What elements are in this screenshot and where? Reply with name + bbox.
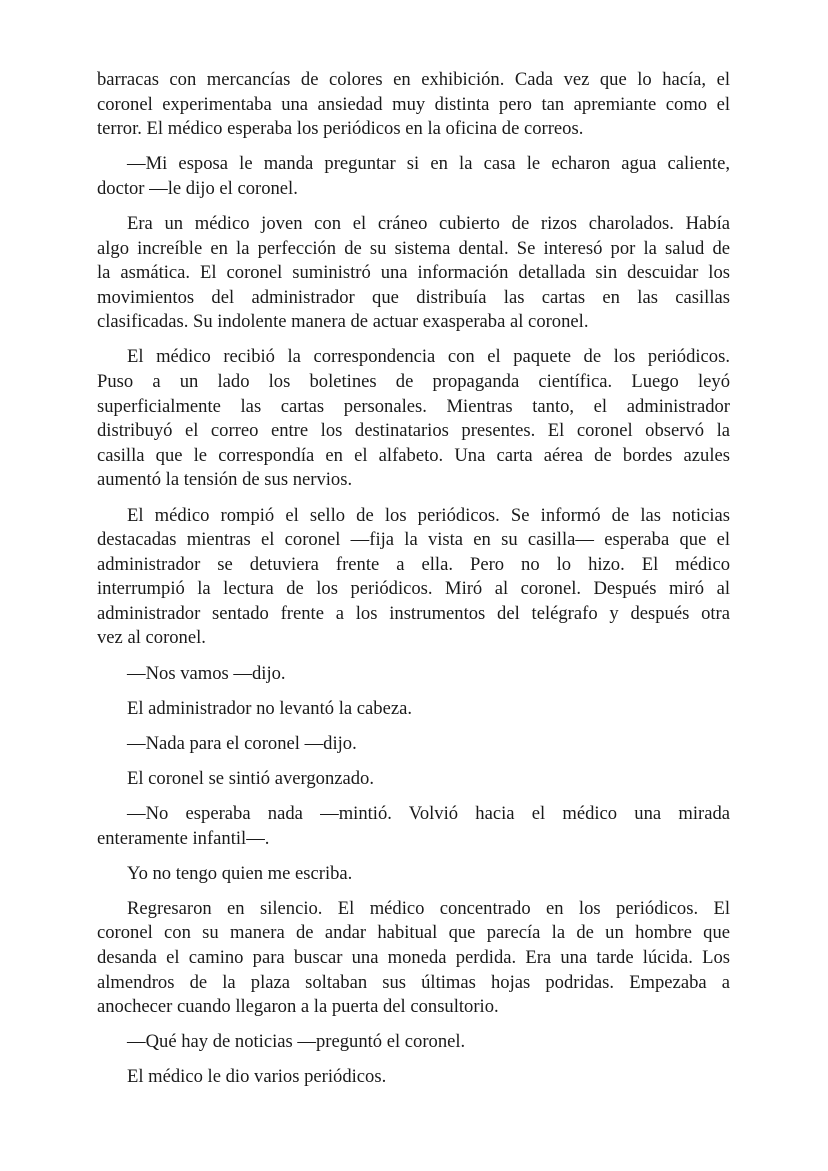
text-line: administrador sentado frente a los instrumentos del telégrafo y después otra xyxy=(97,602,730,624)
text-line: superficialmente las cartas personales. Mientras tanto, el administrador xyxy=(97,395,730,417)
text-line: aumentó la tensión de sus nervios. xyxy=(97,469,353,491)
text-line: distribuyó el correo entre los destinatarios presentes. El coronel observó la xyxy=(97,420,730,442)
text-line: coronel experimentaba una ansiedad muy distinta pero tan apremiante como el xyxy=(97,93,730,115)
paragraph xyxy=(97,1065,730,1090)
text-line: almendros de la plaza soltaban sus últimas hojas podridas. Empezaba a xyxy=(97,971,730,993)
text-line: terror. El médico esperaba los periódicos en la oficina de correos. xyxy=(97,118,584,140)
text-line: Regresaron en silencio. El médico concentrado en los periódicos. El xyxy=(127,897,730,919)
text-line: Era un médico joven con el cráneo cubierto de rizos charolados. Había xyxy=(127,212,730,234)
text-line: —Nada para el coronel —dijo. xyxy=(127,732,357,754)
text-line: —Qué hay de noticias —preguntó el coronel. xyxy=(127,1031,466,1053)
text-line: —Mi esposa le manda preguntar si en la casa le echaron agua caliente, xyxy=(127,153,730,175)
text-line: El médico le dio varios periódicos. xyxy=(127,1066,387,1088)
text-line: El médico rompió el sello de los periódicos. Se informó de las noticias xyxy=(127,504,730,526)
text-line: —Nos vamos —dijo. xyxy=(127,662,286,684)
paragraph xyxy=(97,862,730,887)
text-line: anochecer cuando llegaron a la puerta del consultorio. xyxy=(97,996,499,1018)
text-line: coronel con su manera de andar habitual que parecía la de un hombre que xyxy=(97,922,730,944)
text-line: movimientos del administrador que distribuía las cartas en las casillas xyxy=(97,286,730,308)
text-line: El administrador no levantó la cabeza. xyxy=(127,697,412,719)
paragraph xyxy=(97,345,730,493)
text-line: enteramente infantil—. xyxy=(97,827,270,849)
text-line: interrumpió la lectura de los periódicos. Miró al coronel. Después miró al xyxy=(97,578,730,600)
text-line: destacadas mientras el coronel —fija la vista en su casilla— esperaba que el xyxy=(97,529,730,551)
paragraph xyxy=(97,767,730,792)
text-line: desanda el camino para buscar una moneda perdida. Era una tarde lúcida. Los xyxy=(97,946,730,968)
text-line: algo increíble en la perfección de su sistema dental. Se interesó por la salud de xyxy=(97,237,730,259)
text-line: casilla que le correspondía en el alfabeto. Una carta aérea de bordes azules xyxy=(97,444,730,466)
text-line: Puso a un lado los boletines de propaganda científica. Luego leyó xyxy=(97,371,730,393)
text-line: Yo no tengo quien me escriba. xyxy=(127,862,353,884)
paragraph xyxy=(97,732,730,757)
paragraph xyxy=(97,802,730,851)
text-line: clasificadas. Su indolente manera de actuar exasperaba al coronel. xyxy=(97,311,589,333)
text-line: barracas con mercancías de colores en exhibición. Cada vez que lo hacía, el xyxy=(97,69,730,90)
paragraph xyxy=(97,662,730,687)
text-line: vez al coronel. xyxy=(97,627,206,649)
text-line: administrador se detuviera frente a ella. Pero no lo hizo. El médico xyxy=(97,553,730,575)
paragraph xyxy=(97,1030,730,1055)
text-line: El médico recibió la correspondencia con el paquete de los periódicos. xyxy=(127,346,730,368)
text-line: —No esperaba nada —mintió. Volvió hacia el médico una mirada xyxy=(127,802,730,824)
paragraph xyxy=(97,152,730,201)
text-line: doctor —le dijo el coronel. xyxy=(97,177,298,199)
paragraph xyxy=(97,212,730,335)
paragraph xyxy=(97,68,730,142)
paragraph xyxy=(97,897,730,1020)
paragraph xyxy=(97,504,730,652)
text-line: El coronel se sintió avergonzado. xyxy=(127,767,374,789)
paragraph xyxy=(97,697,730,722)
text-line: la asmática. El coronel suministró una información detallada sin descuidar los xyxy=(97,262,730,284)
